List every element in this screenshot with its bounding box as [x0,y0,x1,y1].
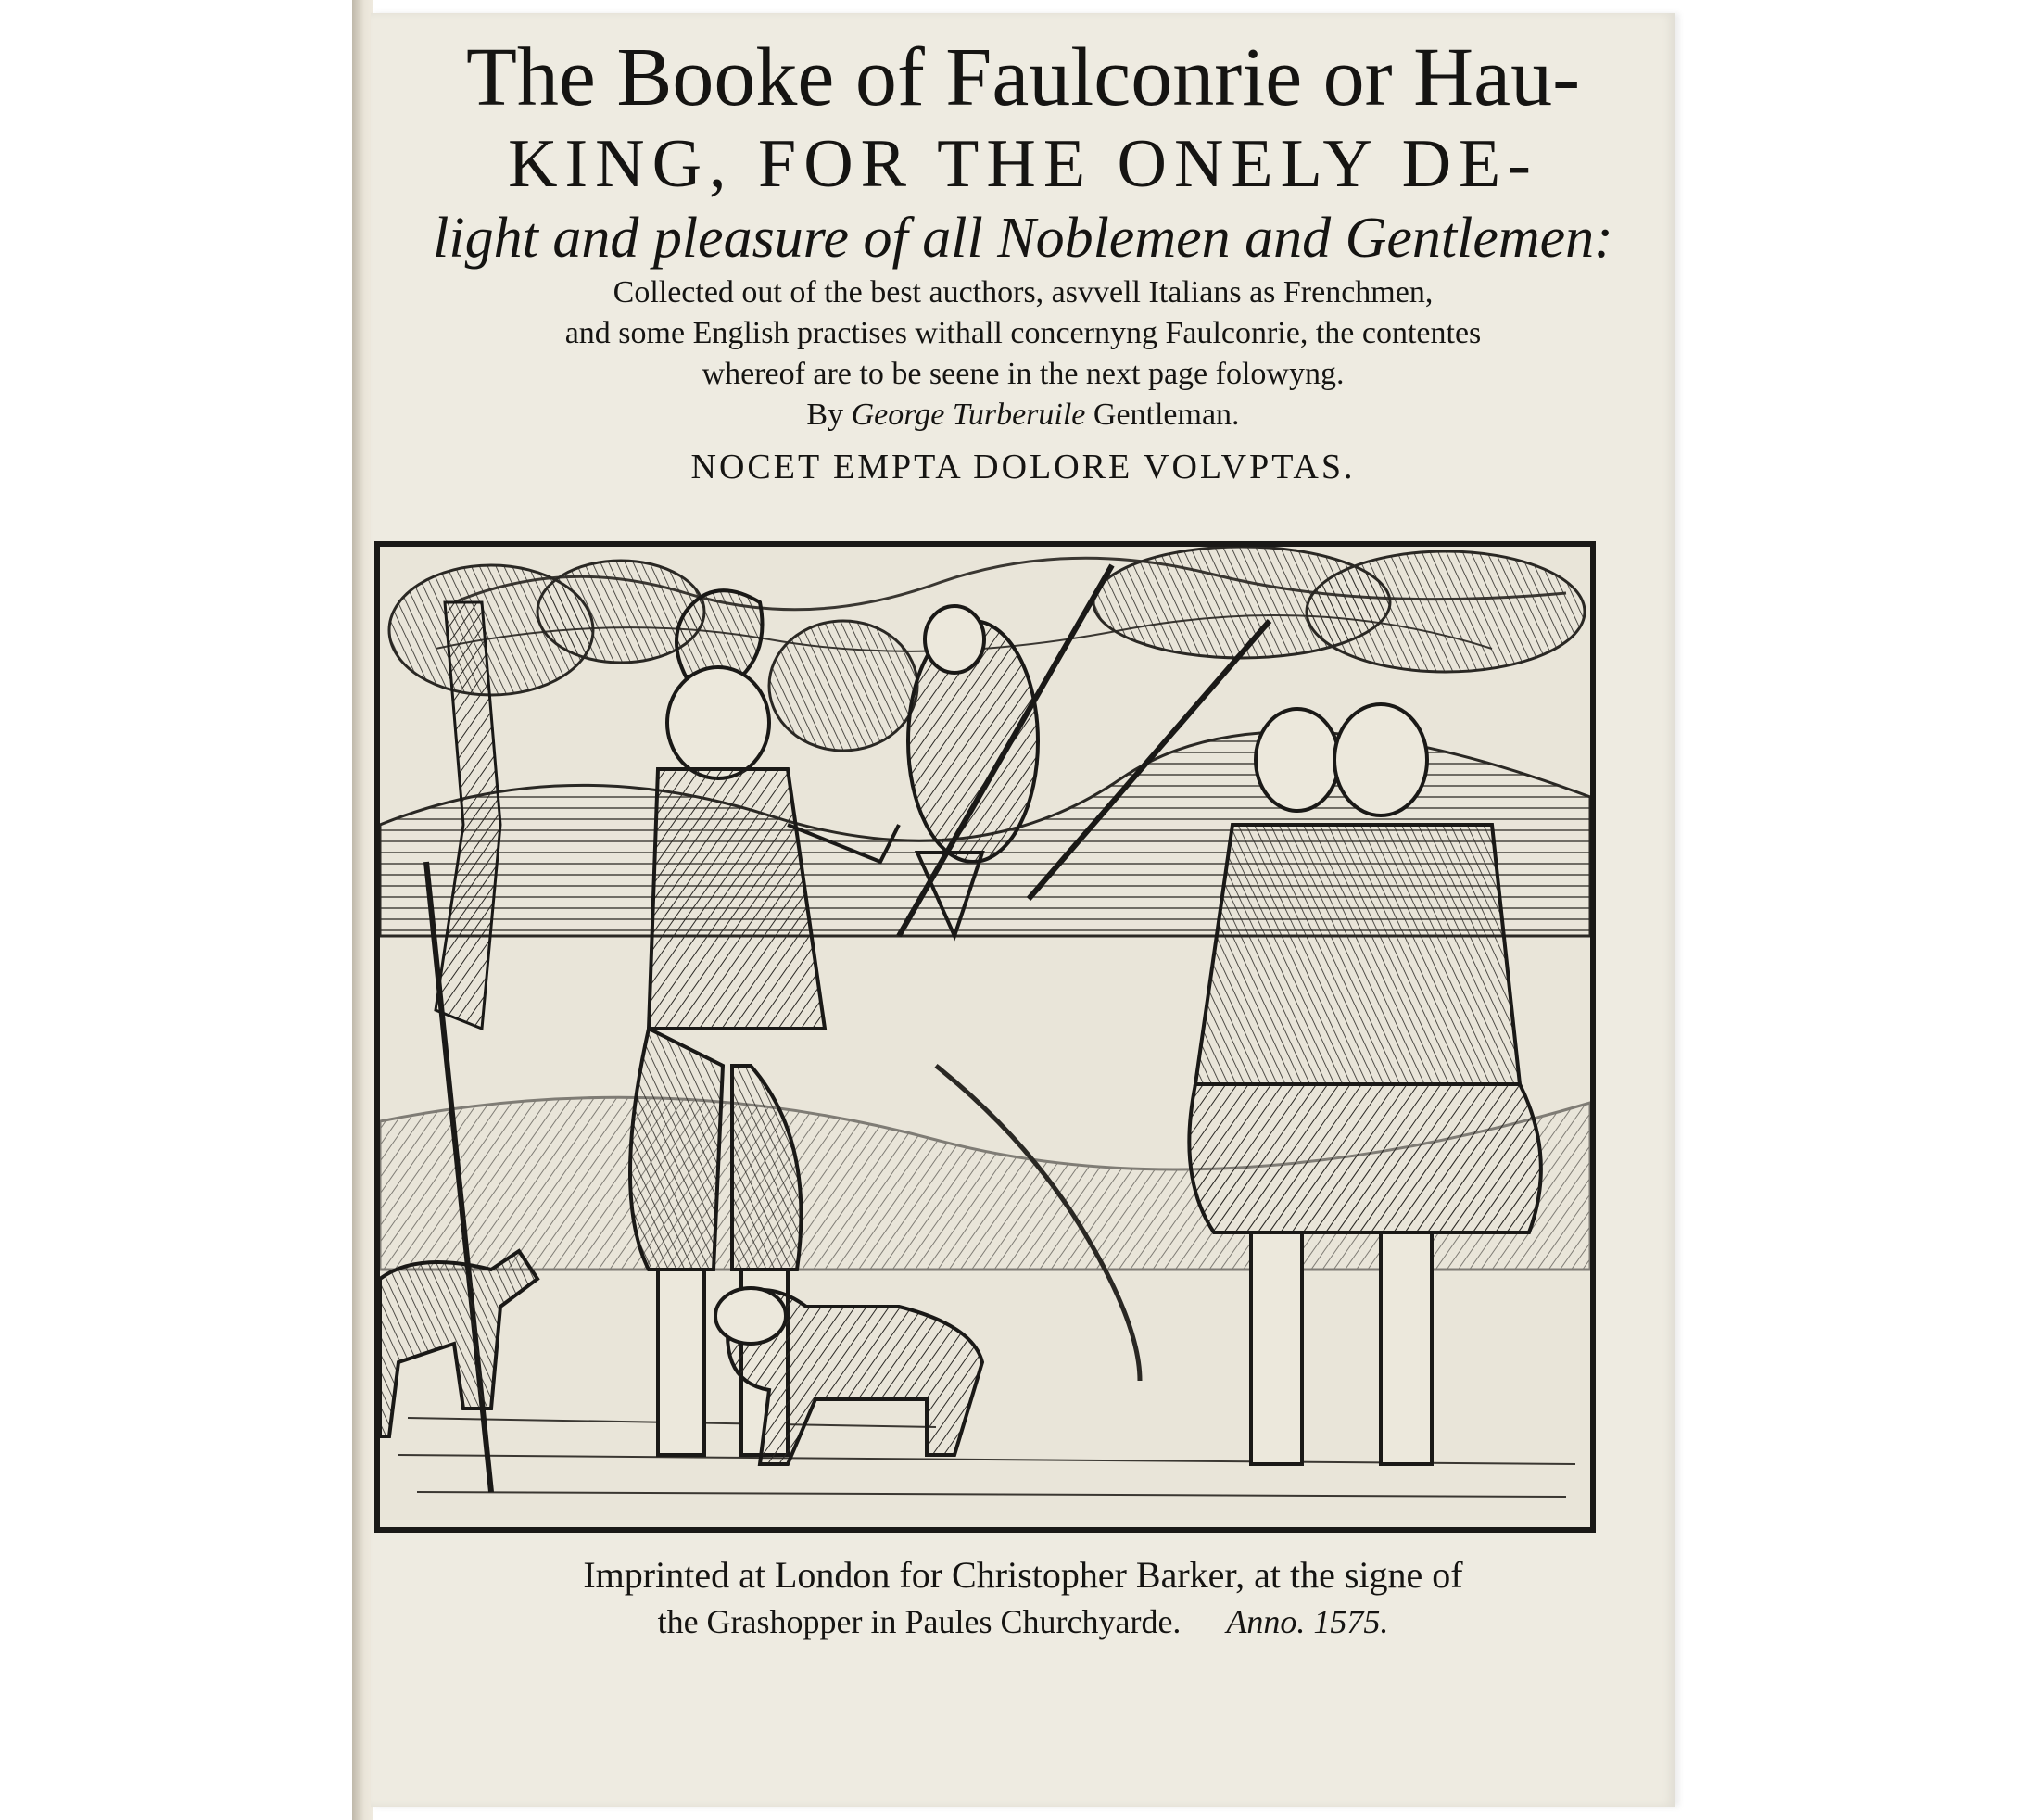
subtitle-line-1: Collected out of the best aucthors, asvvell Italians as Frenchmen, [613,275,1434,310]
title-page [371,13,1675,1807]
imprint-year: Anno. 1575. [1226,1603,1389,1640]
subtitle-line-3: whereof are to be seene in the next page folowyng. [702,357,1345,391]
title-line-1: The Booke of Faulconrie or Hau- [465,32,1581,123]
title-line-3: light and pleasure of all Noblemen and Gentlemen: [433,207,1613,270]
imprint-place: the Grashopper in Paules Churchyarde. [657,1603,1182,1640]
imprint [371,1551,1675,1644]
title-block [371,32,1675,491]
woodcut-illustration [374,541,1596,1533]
imprint-line-1: Imprinted at London for Christopher Barker, at the signe of [583,1554,1463,1596]
subtitle-line-2: and some English practises withall concernyng Faulconrie, the contentes [564,316,1482,350]
author-name: George Turberuile [851,398,1086,432]
byline-suffix: Gentleman. [1093,398,1240,432]
title-line-2: KING, FOR THE ONELY DE- [508,126,1538,202]
author-byline [371,395,1675,436]
motto: NOCET EMPTA DOLORE VOLVPTAS. [690,448,1356,487]
imprint-line-2 [371,1599,1675,1644]
book-spine-shadow [352,0,373,1820]
woodcut-hawking-scene [380,547,1590,1527]
byline-prefix: By [806,398,844,432]
